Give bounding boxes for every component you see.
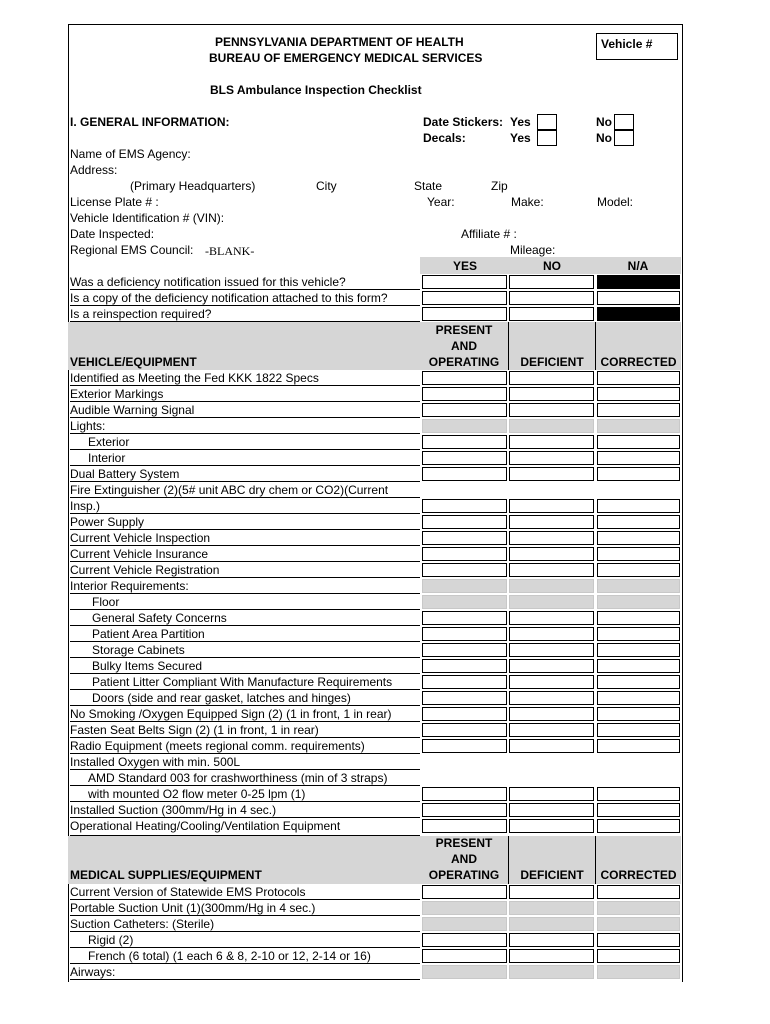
no-cell[interactable] bbox=[509, 275, 594, 289]
na-cell bbox=[597, 275, 680, 289]
corrected-cell[interactable] bbox=[597, 723, 680, 737]
checklist-item-label: Insp.) bbox=[70, 498, 420, 514]
deficient-cell[interactable] bbox=[509, 885, 594, 899]
primary-hq-label: (Primary Headquarters) bbox=[130, 179, 256, 193]
date-inspected-label: Date Inspected: bbox=[70, 227, 155, 241]
corrected-cell[interactable] bbox=[597, 371, 680, 385]
date-stickers-no-checkbox[interactable] bbox=[614, 114, 634, 130]
deficient-cell[interactable] bbox=[509, 611, 594, 625]
license-plate-label: License Plate # : bbox=[70, 195, 159, 209]
yes-cell[interactable] bbox=[422, 291, 507, 305]
deficient-cell[interactable] bbox=[509, 435, 594, 449]
na-cell[interactable] bbox=[597, 291, 680, 305]
corrected-cell[interactable] bbox=[597, 659, 680, 673]
corrected-cell[interactable] bbox=[597, 707, 680, 721]
corrected-cell bbox=[597, 419, 680, 433]
present-cell[interactable] bbox=[422, 949, 507, 963]
checklist-item-label: Lights: bbox=[70, 418, 420, 434]
corrected-cell[interactable] bbox=[597, 611, 680, 625]
deficient-cell[interactable] bbox=[509, 643, 594, 657]
checklist-item-label: Portable Suction Unit (1)(300mm/Hg in 4 sec.) bbox=[70, 900, 420, 916]
model-label: Model: bbox=[597, 195, 634, 209]
present-cell[interactable] bbox=[422, 787, 507, 801]
decals-no-checkbox[interactable] bbox=[614, 130, 634, 146]
checklist-item-label: with mounted O2 flow meter 0-25 lpm (1) bbox=[70, 786, 420, 802]
col-na-header: N/A bbox=[627, 259, 649, 273]
present-cell[interactable] bbox=[422, 691, 507, 705]
decals-label: Decals: bbox=[423, 131, 466, 145]
checklist-item-label: Radio Equipment (meets regional comm. requirements) bbox=[70, 738, 420, 754]
deficient-cell[interactable] bbox=[509, 803, 594, 817]
present-cell[interactable] bbox=[422, 611, 507, 625]
affiliate-label: Affiliate # : bbox=[461, 227, 517, 241]
present-cell[interactable] bbox=[422, 723, 507, 737]
deficient-cell[interactable] bbox=[509, 949, 594, 963]
checklist-item-label: Patient Litter Compliant With Manufacture Requirements bbox=[70, 674, 420, 690]
corrected-cell[interactable] bbox=[597, 739, 680, 753]
corrected-cell bbox=[597, 917, 680, 931]
present-cell[interactable] bbox=[422, 515, 507, 529]
deficient-cell[interactable] bbox=[509, 627, 594, 641]
corrected-cell[interactable] bbox=[597, 531, 680, 545]
corrected-cell[interactable] bbox=[597, 451, 680, 465]
col-yes-header: YES bbox=[452, 259, 477, 273]
corrected-cell[interactable] bbox=[597, 563, 680, 577]
header-divider bbox=[508, 322, 509, 370]
corrected-cell bbox=[597, 901, 680, 915]
present-cell[interactable] bbox=[422, 885, 507, 899]
present-cell[interactable] bbox=[422, 387, 507, 401]
checklist-item-label: Interior bbox=[70, 450, 420, 466]
corrected-cell[interactable] bbox=[597, 515, 680, 529]
checklist-item-label: AMD Standard 003 for crashworthiness (min of 3 straps) bbox=[70, 770, 420, 786]
corrected-cell[interactable] bbox=[597, 803, 680, 817]
header-divider bbox=[595, 836, 596, 884]
present-cell bbox=[422, 901, 507, 915]
medical-supplies-heading: MEDICAL SUPPLIES/EQUIPMENT bbox=[70, 868, 262, 882]
corrected-cell[interactable] bbox=[597, 691, 680, 705]
col-present-line3: OPERATING bbox=[428, 355, 500, 369]
zip-label: Zip bbox=[491, 179, 508, 193]
checklist-item-label: Bulky Items Secured bbox=[70, 658, 420, 674]
checklist-item-label: Storage Cabinets bbox=[70, 642, 420, 658]
checklist-item-label: Installed Oxygen with min. 500L bbox=[70, 754, 420, 770]
checklist-item-label: Suction Catheters: (Sterile) bbox=[70, 916, 420, 932]
decals-no-label: No bbox=[596, 131, 612, 145]
deficient-cell[interactable] bbox=[509, 707, 594, 721]
checklist-item-label: Exterior bbox=[70, 434, 420, 450]
header-divider bbox=[595, 322, 596, 370]
present-cell[interactable] bbox=[422, 435, 507, 449]
year-label: Year: bbox=[427, 195, 455, 209]
state-label: State bbox=[414, 179, 443, 193]
city-label: City bbox=[316, 179, 337, 193]
deficient-cell bbox=[509, 917, 594, 931]
date-stickers-yes-checkbox[interactable] bbox=[537, 114, 557, 130]
corrected-cell[interactable] bbox=[597, 499, 680, 513]
deficiency-question: Is a reinspection required? bbox=[70, 306, 420, 322]
deficient-cell[interactable] bbox=[509, 531, 594, 545]
checklist-item-label: Doors (side and rear gasket, latches and hinges) bbox=[70, 690, 420, 706]
bureau-title: BUREAU OF EMERGENCY MEDICAL SERVICES bbox=[209, 51, 483, 65]
corrected-cell bbox=[597, 579, 680, 593]
no-cell[interactable] bbox=[509, 307, 594, 321]
checklist-item-label: Current Vehicle Registration bbox=[70, 562, 420, 578]
corrected-cell[interactable] bbox=[597, 627, 680, 641]
present-cell[interactable] bbox=[422, 803, 507, 817]
deficient-cell[interactable] bbox=[509, 933, 594, 947]
deficient-cell bbox=[509, 965, 594, 979]
general-info-heading: I. GENERAL INFORMATION: bbox=[70, 115, 230, 129]
deficient-cell[interactable] bbox=[509, 723, 594, 737]
present-cell[interactable] bbox=[422, 643, 507, 657]
present-cell[interactable] bbox=[422, 819, 507, 833]
date-stickers-yes-label: Yes bbox=[510, 115, 531, 129]
corrected-cell[interactable] bbox=[597, 675, 680, 689]
col-present-line2: AND bbox=[451, 852, 477, 866]
date-stickers-no-label: No bbox=[596, 115, 612, 129]
agency-name-label: Name of EMS Agency: bbox=[70, 147, 191, 161]
yes-cell[interactable] bbox=[422, 307, 507, 321]
checklist-item-label: No Smoking /Oxygen Equipped Sign (2) (1 in front, 1 in rear) bbox=[70, 706, 420, 722]
checklist-item-label: Exterior Markings bbox=[70, 386, 420, 402]
vehicle-equipment-heading: VEHICLE/EQUIPMENT bbox=[70, 355, 197, 369]
checklist-item-label: Current Version of Statewide EMS Protocols bbox=[70, 884, 420, 900]
checklist-item-label: Airways: bbox=[70, 964, 420, 980]
checklist-item-label: Power Supply bbox=[70, 514, 420, 530]
mileage-label: Mileage: bbox=[510, 243, 556, 257]
corrected-cell[interactable] bbox=[597, 467, 680, 481]
checklist-item-label: Patient Area Partition bbox=[70, 626, 420, 642]
deficient-cell[interactable] bbox=[509, 691, 594, 705]
col-present-line3: OPERATING bbox=[428, 868, 500, 882]
deficient-cell[interactable] bbox=[509, 819, 594, 833]
col-present-line2: AND bbox=[451, 339, 477, 353]
present-cell bbox=[422, 579, 507, 593]
na-cell bbox=[597, 307, 680, 321]
decals-yes-checkbox[interactable] bbox=[537, 130, 557, 146]
col-corrected-header: CORRECTED bbox=[600, 355, 677, 369]
col-deficient-header: DEFICIENT bbox=[520, 868, 584, 882]
no-cell[interactable] bbox=[509, 291, 594, 305]
date-stickers-label: Date Stickers: bbox=[423, 115, 504, 129]
present-cell bbox=[422, 419, 507, 433]
corrected-cell[interactable] bbox=[597, 403, 680, 417]
vehicle-number-field[interactable] bbox=[596, 33, 678, 60]
present-cell[interactable] bbox=[422, 563, 507, 577]
present-cell[interactable] bbox=[422, 933, 507, 947]
col-present-line1: PRESENT bbox=[435, 836, 493, 850]
deficient-cell[interactable] bbox=[509, 547, 594, 561]
vin-label: Vehicle Identification # (VIN): bbox=[70, 211, 225, 225]
present-cell bbox=[422, 595, 507, 609]
deficient-cell bbox=[509, 595, 594, 609]
checklist-item-label: Dual Battery System bbox=[70, 466, 420, 482]
regional-council-label: Regional EMS Council: bbox=[70, 243, 194, 257]
col-deficient-header: DEFICIENT bbox=[520, 355, 584, 369]
corrected-cell[interactable] bbox=[597, 819, 680, 833]
deficient-cell[interactable] bbox=[509, 739, 594, 753]
deficient-cell[interactable] bbox=[509, 515, 594, 529]
deficient-cell[interactable] bbox=[509, 371, 594, 385]
deficient-cell bbox=[509, 419, 594, 433]
present-cell[interactable] bbox=[422, 675, 507, 689]
deficient-cell[interactable] bbox=[509, 467, 594, 481]
col-corrected-header: CORRECTED bbox=[600, 868, 677, 882]
corrected-cell[interactable] bbox=[597, 885, 680, 899]
checklist-item-label: Fasten Seat Belts Sign (2) (1 in front, 1 in rear) bbox=[70, 722, 420, 738]
vehicle-number-label: Vehicle # bbox=[601, 37, 653, 51]
form-title: BLS Ambulance Inspection Checklist bbox=[210, 83, 422, 97]
department-title: PENNSYLVANIA DEPARTMENT OF HEALTH bbox=[215, 35, 464, 49]
deficient-cell[interactable] bbox=[509, 451, 594, 465]
checklist-item-label: Rigid (2) bbox=[70, 932, 420, 948]
checklist-item-label: General Safety Concerns bbox=[70, 610, 420, 626]
checklist-item-label: Current Vehicle Inspection bbox=[70, 530, 420, 546]
make-label: Make: bbox=[511, 195, 544, 209]
corrected-cell[interactable] bbox=[597, 949, 680, 963]
deficient-cell[interactable] bbox=[509, 499, 594, 513]
corrected-cell[interactable] bbox=[597, 387, 680, 401]
checklist-item-label: Current Vehicle Insurance bbox=[70, 546, 420, 562]
address-label: Address: bbox=[70, 163, 118, 177]
present-cell[interactable] bbox=[422, 547, 507, 561]
deficient-cell[interactable] bbox=[509, 787, 594, 801]
deficient-cell[interactable] bbox=[509, 675, 594, 689]
corrected-cell[interactable] bbox=[597, 435, 680, 449]
present-cell[interactable] bbox=[422, 371, 507, 385]
checklist-item-label: Floor bbox=[70, 594, 420, 610]
deficiency-question: Is a copy of the deficiency notification attached to this form? bbox=[70, 290, 420, 306]
present-cell[interactable] bbox=[422, 467, 507, 481]
present-cell[interactable] bbox=[422, 739, 507, 753]
checklist-item-label: Operational Heating/Cooling/Ventilation Equipment bbox=[70, 818, 420, 836]
checklist-item-label: Audible Warning Signal bbox=[70, 402, 420, 418]
col-no-header: NO bbox=[543, 259, 561, 273]
header-divider bbox=[508, 836, 509, 884]
deficient-cell bbox=[509, 579, 594, 593]
present-cell[interactable] bbox=[422, 451, 507, 465]
present-cell[interactable] bbox=[422, 499, 507, 513]
checklist-item-label: Interior Requirements: bbox=[70, 578, 420, 594]
deficient-cell[interactable] bbox=[509, 563, 594, 577]
col-present-line1: PRESENT bbox=[435, 323, 493, 337]
checklist-item-label: Fire Extinguisher (2)(5# unit ABC dry chem or CO2)(Current bbox=[70, 482, 420, 498]
present-cell[interactable] bbox=[422, 627, 507, 641]
yes-cell[interactable] bbox=[422, 275, 507, 289]
decals-yes-label: Yes bbox=[510, 131, 531, 145]
corrected-cell[interactable] bbox=[597, 787, 680, 801]
corrected-cell[interactable] bbox=[597, 933, 680, 947]
deficient-cell[interactable] bbox=[509, 403, 594, 417]
deficient-cell[interactable] bbox=[509, 387, 594, 401]
deficient-cell bbox=[509, 901, 594, 915]
corrected-cell[interactable] bbox=[597, 547, 680, 561]
regional-council-value[interactable]: -BLANK- bbox=[205, 244, 255, 258]
present-cell bbox=[422, 965, 507, 979]
present-cell bbox=[422, 917, 507, 931]
checklist-item-label: Installed Suction (300mm/Hg in 4 sec.) bbox=[70, 802, 420, 818]
corrected-cell bbox=[597, 595, 680, 609]
present-cell[interactable] bbox=[422, 659, 507, 673]
checklist-item-label: French (6 total) (1 each 6 & 8, 2-10 or 12, 2-14 or 16) bbox=[70, 948, 420, 964]
checklist-item-label: Identified as Meeting the Fed KKK 1822 Specs bbox=[70, 370, 420, 386]
deficiency-question: Was a deficiency notification issued for this vehicle? bbox=[70, 274, 420, 290]
corrected-cell bbox=[597, 965, 680, 979]
present-cell[interactable] bbox=[422, 531, 507, 545]
deficient-cell[interactable] bbox=[509, 659, 594, 673]
present-cell[interactable] bbox=[422, 403, 507, 417]
present-cell[interactable] bbox=[422, 707, 507, 721]
corrected-cell[interactable] bbox=[597, 643, 680, 657]
